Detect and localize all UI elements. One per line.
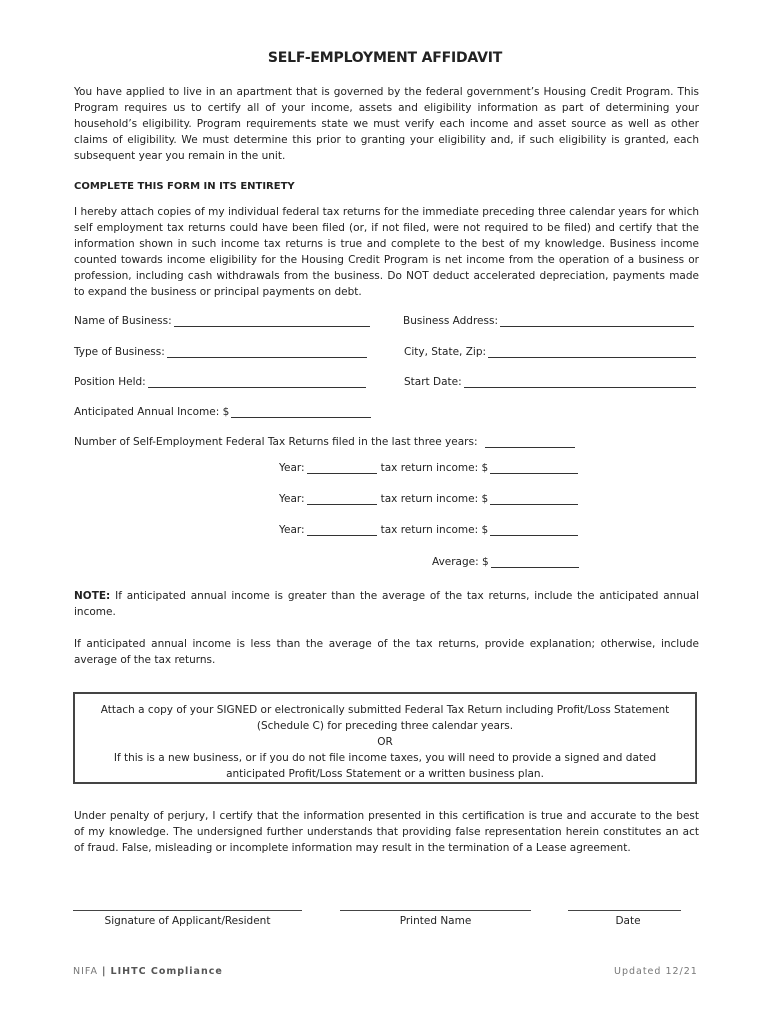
city-state-zip-blank[interactable] bbox=[488, 346, 696, 358]
year-row-2 bbox=[279, 493, 578, 505]
num-returns-field bbox=[74, 436, 575, 448]
tax-income-2-label: tax return income: $ bbox=[380, 493, 489, 505]
business-address-blank[interactable] bbox=[500, 315, 694, 327]
start-date-field bbox=[404, 376, 696, 388]
year-1-label: Year: bbox=[279, 462, 305, 474]
name-of-business-field bbox=[74, 315, 370, 327]
type-of-business-label: Type of Business: bbox=[74, 346, 165, 358]
business-address-label: Business Address: bbox=[403, 315, 498, 327]
section-heading: COMPLETE THIS FORM IN ITS ENTIRETY bbox=[74, 181, 295, 192]
footer-separator: | bbox=[102, 966, 107, 977]
printed-name-line[interactable] bbox=[340, 910, 531, 911]
city-state-zip-field bbox=[404, 346, 696, 358]
anticipated-income-field bbox=[74, 406, 371, 418]
date-label: Date bbox=[615, 915, 641, 927]
anticipated-income-blank[interactable] bbox=[231, 406, 371, 418]
box-line-3: OR bbox=[377, 736, 393, 748]
box-line-4: If this is a new business, or if you do not file income taxes, you will need to provide a signed and dated bbox=[113, 752, 657, 764]
anticipated-income-label: Anticipated Annual Income: $ bbox=[74, 406, 230, 418]
box-line-1: Attach a copy of your SIGNED or electronically submitted Federal Tax Return including Profit/Loss Statement bbox=[100, 704, 670, 716]
note-text: If anticipated annual income is greater than the average of the tax returns, include the anticipated annual income. bbox=[74, 590, 699, 618]
printed-name-label: Printed Name bbox=[399, 915, 472, 927]
year-2-label: Year: bbox=[279, 493, 305, 505]
average-field bbox=[432, 556, 579, 568]
box-line-5: anticipated Profit/Loss Statement or a written business plan. bbox=[226, 768, 544, 780]
page-title: SELF-EMPLOYMENT AFFIDAVIT bbox=[267, 50, 503, 66]
average-blank[interactable] bbox=[491, 556, 579, 568]
position-held-blank[interactable] bbox=[148, 376, 366, 388]
year-1-blank[interactable] bbox=[307, 462, 377, 474]
position-held-label: Position Held: bbox=[74, 376, 146, 388]
note-label: NOTE: bbox=[74, 590, 111, 602]
average-label: Average: $ bbox=[432, 556, 489, 568]
footer-program: LIHTC Compliance bbox=[110, 966, 223, 977]
num-returns-label: Number of Self-Employment Federal Tax Returns filed in the last three years: bbox=[74, 436, 478, 448]
note2-paragraph: If anticipated annual income is less than the average of the tax returns, provide explanation; otherwise, include average of the tax returns. bbox=[74, 638, 699, 666]
tax-income-1-label: tax return income: $ bbox=[380, 462, 489, 474]
tax-income-3-label: tax return income: $ bbox=[380, 524, 489, 536]
name-of-business-label: Name of Business: bbox=[74, 315, 172, 327]
start-date-label: Start Date: bbox=[404, 376, 462, 388]
certify-paragraph: I hereby attach copies of my individual federal tax returns for the immediate preceding three calendar years for which self employment tax returns could have been filed (or, if not filed, were not required to be filed) and certify that the information shown in such income tax returns is true and complete to the best of my knowledge. Business income counted towards income eligibility for the Housing Credit Program is net income from the operation of a business or profession, including cash withdrawals from the business. Do NOT deduct accelerated depreciation, payments made to expand the business or principal payments on debt. bbox=[74, 206, 699, 298]
perjury-paragraph: Under penalty of perjury, I certify that the information presented in this certification is true and accurate to the best of my knowledge. The undersigned further understands that providing false representation herein constitutes an act of fraud. False, misleading or incomplete information may result in the termination of a Lease agreement. bbox=[74, 810, 699, 854]
tax-income-3-blank[interactable] bbox=[490, 524, 578, 536]
intro-paragraph: You have applied to live in an apartment that is governed by the federal government’s Housing Credit Program. This Program requires us to certify all of your income, assets and eligibility information as part of determining your household’s eligibility. Program requirements state we must verify each income and asset source as well as other claims of eligibility. We must determine this prior to granting your eligibility and, if such eligibility is granted, each subsequent year you remain in the unit. bbox=[74, 86, 699, 162]
date-line[interactable] bbox=[568, 910, 681, 911]
type-of-business-blank[interactable] bbox=[167, 346, 367, 358]
applicant-signature-line[interactable] bbox=[73, 910, 302, 911]
footer-org: NIFA bbox=[73, 966, 98, 977]
box-line-2: (Schedule C) for preceding three calendar years. bbox=[256, 720, 514, 732]
num-returns-blank[interactable] bbox=[485, 436, 575, 448]
name-of-business-blank[interactable] bbox=[174, 315, 370, 327]
footer-updated: Updated 12/21 bbox=[614, 966, 698, 977]
tax-income-2-blank[interactable] bbox=[490, 493, 578, 505]
year-3-blank[interactable] bbox=[307, 524, 377, 536]
start-date-blank[interactable] bbox=[464, 376, 696, 388]
footer-left bbox=[73, 966, 223, 977]
year-2-blank[interactable] bbox=[307, 493, 377, 505]
year-3-label: Year: bbox=[279, 524, 305, 536]
type-of-business-field bbox=[74, 346, 367, 358]
attachment-instructions-box bbox=[73, 692, 697, 784]
position-held-field bbox=[74, 376, 366, 388]
year-row-1 bbox=[279, 462, 578, 474]
applicant-signature-label: Signature of Applicant/Resident bbox=[104, 915, 271, 927]
city-state-zip-label: City, State, Zip: bbox=[404, 346, 487, 358]
business-address-field bbox=[403, 315, 694, 327]
tax-income-1-blank[interactable] bbox=[490, 462, 578, 474]
year-row-3 bbox=[279, 524, 578, 536]
note-paragraph bbox=[74, 588, 699, 620]
